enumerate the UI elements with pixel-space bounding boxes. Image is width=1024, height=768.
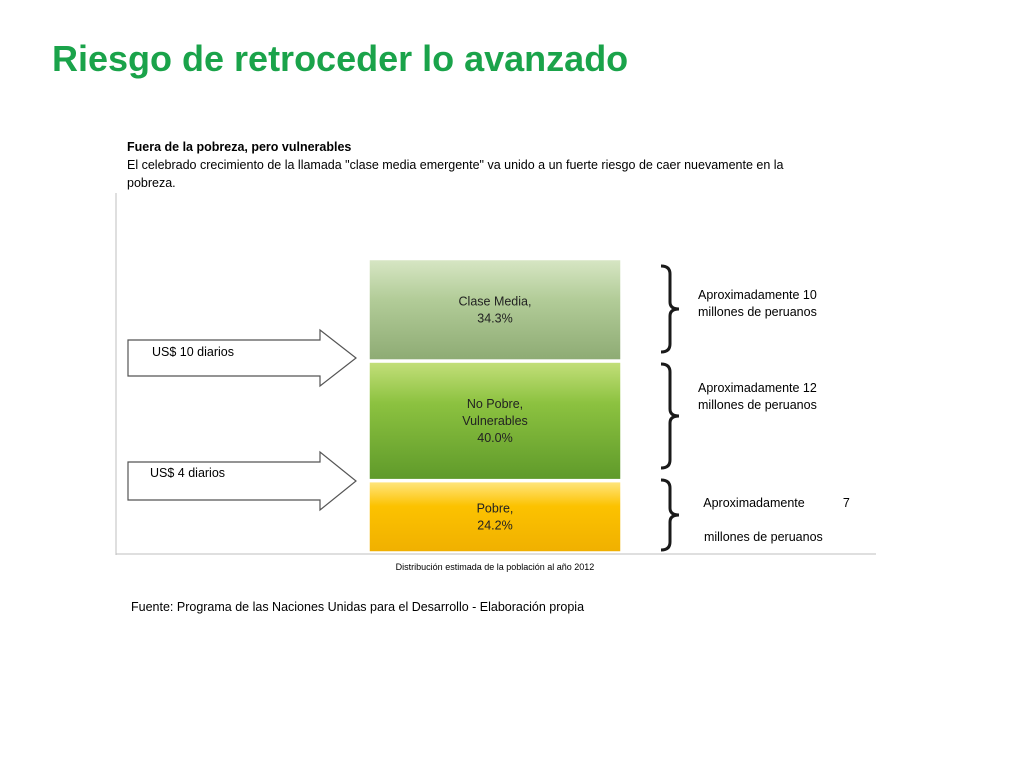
note-vulnerables (698, 380, 817, 414)
threshold-label-4: US$ 4 diarios (150, 466, 226, 480)
note-line: millones de peruanos (698, 398, 817, 412)
x-axis-label: Distribución estimada de la población al año 2012 (395, 562, 595, 572)
segment-name-pobre: Pobre, (476, 501, 514, 516)
source-note: Fuente: Programa de las Naciones Unidas para el Desarrollo - Elaboración propia (131, 600, 585, 614)
note-line: Aproximadamente 12 (698, 381, 817, 395)
subtitle-text: El celebrado crecimiento de la llamada "clase media emergente" va unido a un fuerte riesgo de caer nuevamente en la pobreza. (127, 158, 784, 190)
bar-segment-pobre (369, 482, 621, 552)
bar-segment-clase-media (369, 259, 621, 360)
note-line: millones de peruanos (703, 530, 823, 544)
segment-name-vulnerables: Vulnerables (462, 413, 528, 428)
note-pobre (697, 478, 850, 546)
brace-clase-media (655, 262, 685, 356)
note-line: millones de peruanos (698, 305, 817, 319)
threshold-label-10: US$ 10 diarios (152, 345, 234, 359)
data-label-vulnerables: 40.0% (477, 430, 513, 445)
threshold-arrow-4 (126, 450, 360, 512)
brace-pobre (655, 476, 685, 554)
page-title: Riesgo de retroceder lo avanzado (52, 38, 629, 79)
bar-segments (369, 259, 621, 552)
note-clase-media (698, 287, 817, 321)
segment-name-vulnerables: No Pobre, (466, 396, 524, 411)
subtitle-heading: Fuera de la pobreza, pero vulnerables (127, 140, 352, 154)
brace-vulnerables (655, 360, 685, 472)
data-label-pobre: 24.2% (477, 518, 513, 533)
segment-name-clase-media: Clase Media, (458, 294, 532, 309)
note-line: Aproximadamente 10 (698, 288, 817, 302)
data-label-clase-media: 34.3% (477, 311, 513, 326)
note-line: Aproximadamente 7 (703, 496, 850, 510)
